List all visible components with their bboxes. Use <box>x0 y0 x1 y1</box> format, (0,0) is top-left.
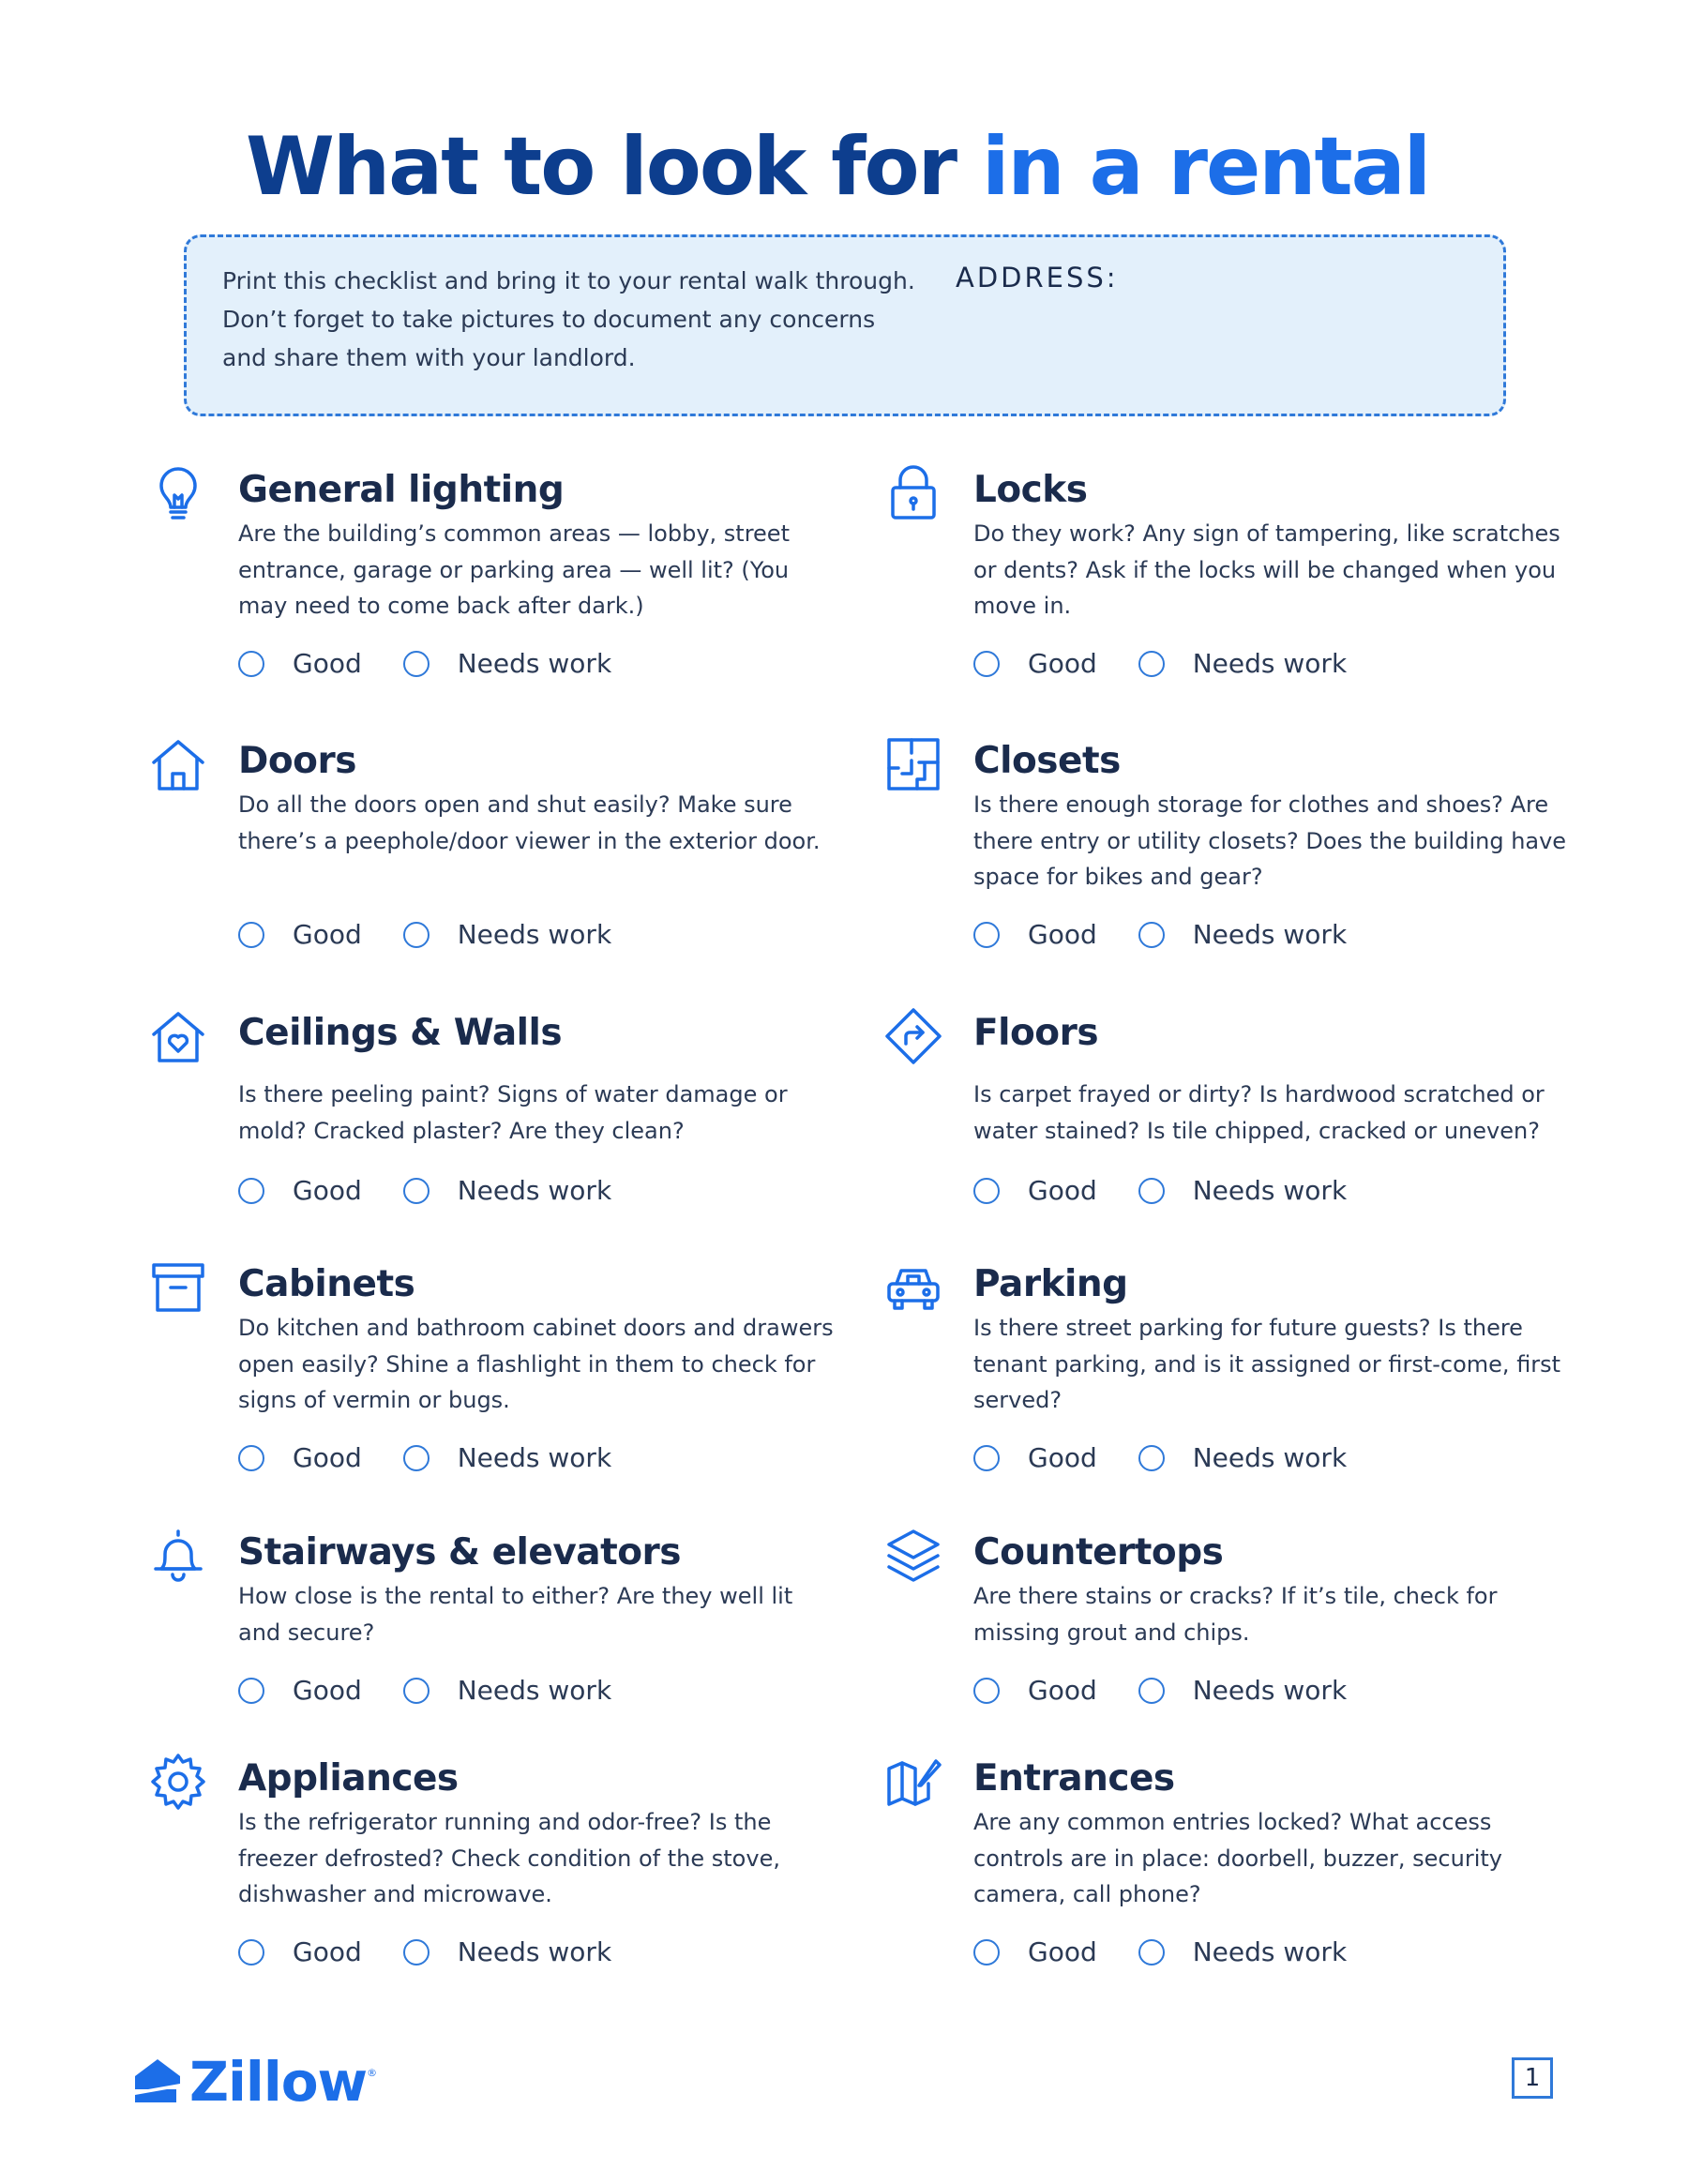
cabinet-box-icon <box>148 1258 208 1318</box>
checklist-item-cabinets <box>238 1259 895 1473</box>
item-description: Is there street parking for future guests? Is there tenant parking, and is it assigned or first-come, first served? <box>973 1315 1561 1413</box>
checklist-item-general-lighting <box>238 465 895 679</box>
good-option[interactable] <box>973 1175 1097 1206</box>
good-option[interactable] <box>238 1442 362 1473</box>
needs-work-option[interactable] <box>403 919 611 950</box>
page-title <box>246 111 1429 223</box>
good-option[interactable] <box>238 1936 362 1967</box>
good-label: Good <box>293 919 362 950</box>
good-radio[interactable] <box>238 651 264 677</box>
good-radio[interactable] <box>973 1445 1000 1471</box>
needs-work-label: Needs work <box>1192 648 1348 679</box>
good-label: Good <box>1028 1675 1097 1706</box>
good-option[interactable] <box>238 919 362 950</box>
good-radio[interactable] <box>238 1678 264 1704</box>
good-label: Good <box>293 1675 362 1706</box>
good-label: Good <box>1028 1936 1097 1967</box>
good-label: Good <box>293 1936 362 1967</box>
needs-work-option[interactable] <box>1138 919 1347 950</box>
needs-work-radio[interactable] <box>1138 1678 1165 1704</box>
good-option[interactable] <box>238 1675 362 1706</box>
needs-work-label: Needs work <box>1192 1936 1348 1967</box>
item-description: Is there enough storage for clothes and shoes? Are there entry or utility closets? Does the building have space for bikes and gear? <box>973 791 1567 890</box>
floorplan-icon <box>883 734 943 794</box>
good-option[interactable] <box>238 1175 362 1206</box>
car-icon <box>883 1258 943 1318</box>
house-icon <box>148 734 208 794</box>
logo-registered-mark: ® <box>367 2067 378 2079</box>
needs-work-option[interactable] <box>1138 1936 1347 1967</box>
needs-work-radio[interactable] <box>1138 1939 1165 1966</box>
needs-work-label: Needs work <box>457 1675 612 1706</box>
good-radio[interactable] <box>238 1178 264 1204</box>
needs-work-label: Needs work <box>457 1442 612 1473</box>
lock-icon <box>883 463 943 523</box>
item-description: Is carpet frayed or dirty? Is hardwood scratched or water stained? Is tile chipped, cracked or uneven? <box>973 1081 1545 1144</box>
needs-work-option[interactable] <box>403 1442 611 1473</box>
title-main: What to look for <box>246 120 956 214</box>
needs-work-label: Needs work <box>1192 1675 1348 1706</box>
needs-work-label: Needs work <box>457 919 612 950</box>
item-title: Locks <box>973 469 1088 511</box>
item-title: General lighting <box>238 469 565 511</box>
good-option[interactable] <box>973 1936 1097 1967</box>
checklist-item-appliances <box>238 1754 895 1967</box>
item-title: Cabinets <box>238 1263 415 1305</box>
good-label: Good <box>293 1175 362 1206</box>
needs-work-radio[interactable] <box>1138 1445 1165 1471</box>
needs-work-label: Needs work <box>457 1936 612 1967</box>
needs-work-option[interactable] <box>1138 648 1347 679</box>
intro-text: Print this checklist and bring it to your rental walk through. Don’t forget to take pictures to document any concerns and share them with your landlord. <box>222 267 915 371</box>
needs-work-radio[interactable] <box>403 651 430 677</box>
item-description: Do they work? Any sign of tampering, like scratches or dents? Ask if the locks will be changed when you move in. <box>973 520 1560 619</box>
needs-work-label: Needs work <box>1192 1442 1348 1473</box>
checklist-item-floors <box>973 1008 1630 1206</box>
needs-work-radio[interactable] <box>403 1178 430 1204</box>
good-radio[interactable] <box>238 922 264 948</box>
checklist-item-doors <box>238 736 895 950</box>
needs-work-radio[interactable] <box>403 1678 430 1704</box>
good-option[interactable] <box>973 1675 1097 1706</box>
page-number: 1 <box>1512 2057 1553 2099</box>
item-description: Do kitchen and bathroom cabinet doors and drawers open easily? Shine a flashlight in them to check for signs of vermin or bugs. <box>238 1315 834 1413</box>
needs-work-option[interactable] <box>403 1675 611 1706</box>
good-option[interactable] <box>973 919 1097 950</box>
house-heart-icon <box>148 1006 208 1066</box>
good-radio[interactable] <box>973 651 1000 677</box>
layers-icon <box>883 1526 943 1586</box>
good-radio[interactable] <box>238 1939 264 1966</box>
good-label: Good <box>1028 1442 1097 1473</box>
good-label: Good <box>293 1442 362 1473</box>
good-option[interactable] <box>973 1442 1097 1473</box>
item-title: Entrances <box>973 1757 1175 1800</box>
checklist-item-stairways-elevators <box>238 1528 895 1706</box>
needs-work-option[interactable] <box>1138 1675 1347 1706</box>
needs-work-label: Needs work <box>457 1175 612 1206</box>
checklist-item-closets <box>973 736 1630 950</box>
good-radio[interactable] <box>973 1939 1000 1966</box>
needs-work-radio[interactable] <box>403 1445 430 1471</box>
checklist-item-countertops <box>973 1528 1630 1706</box>
direction-sign-icon <box>883 1006 943 1066</box>
item-description: Are the building’s common areas — lobby, street entrance, garage or parking area — well lit? (You may need to come back after dark.) <box>238 520 790 619</box>
item-title: Parking <box>973 1263 1128 1305</box>
bell-icon <box>148 1526 208 1586</box>
item-title: Ceilings & Walls <box>238 1012 563 1054</box>
item-description: Is the refrigerator running and odor-free? Is the freezer defrosted? Check condition of the stove, dishwasher and microwave. <box>238 1809 780 1907</box>
good-radio[interactable] <box>973 922 1000 948</box>
needs-work-label: Needs work <box>1192 919 1348 950</box>
needs-work-label: Needs work <box>1192 1175 1348 1206</box>
good-label: Good <box>1028 919 1097 950</box>
address-label: ADDRESS: <box>956 262 1119 294</box>
logo-text: Zillow <box>189 2050 368 2114</box>
item-title: Stairways & elevators <box>238 1531 681 1574</box>
good-label: Good <box>293 648 362 679</box>
needs-work-option[interactable] <box>403 648 611 679</box>
zillow-logo <box>131 2050 377 2114</box>
checklist-item-parking <box>973 1259 1630 1473</box>
item-description: Are there stains or cracks? If it’s tile, check for missing grout and chips. <box>973 1583 1498 1646</box>
needs-work-radio[interactable] <box>1138 1178 1165 1204</box>
item-title: Appliances <box>238 1757 459 1800</box>
item-title: Floors <box>973 1012 1099 1054</box>
good-option[interactable] <box>973 648 1097 679</box>
good-label: Good <box>1028 648 1097 679</box>
item-title: Doors <box>238 740 356 782</box>
needs-work-option[interactable] <box>1138 1442 1347 1473</box>
map-pen-icon <box>883 1752 943 1812</box>
item-description: Is there peeling paint? Signs of water damage or mold? Cracked plaster? Are they clean? <box>238 1081 788 1144</box>
good-radio[interactable] <box>238 1445 264 1471</box>
good-option[interactable] <box>238 648 362 679</box>
checklist-item-entrances <box>973 1754 1630 1967</box>
lightbulb-icon <box>148 463 208 523</box>
good-radio[interactable] <box>973 1678 1000 1704</box>
item-title: Closets <box>973 740 1121 782</box>
item-description: How close is the rental to either? Are they well lit and secure? <box>238 1583 793 1646</box>
needs-work-radio[interactable] <box>403 922 430 948</box>
checklist-item-locks <box>973 465 1630 679</box>
needs-work-option[interactable] <box>1138 1175 1347 1206</box>
title-accent: in a rental <box>981 120 1430 214</box>
good-label: Good <box>1028 1175 1097 1206</box>
needs-work-label: Needs work <box>457 648 612 679</box>
needs-work-radio[interactable] <box>1138 922 1165 948</box>
gear-icon <box>148 1752 208 1812</box>
needs-work-option[interactable] <box>403 1175 611 1206</box>
good-radio[interactable] <box>973 1178 1000 1204</box>
needs-work-radio[interactable] <box>1138 651 1165 677</box>
zillow-mark-icon <box>131 2056 184 2108</box>
item-description: Do all the doors open and shut easily? Make sure there’s a peephole/door viewer in the exterior door. <box>238 791 821 854</box>
needs-work-radio[interactable] <box>403 1939 430 1966</box>
item-title: Countertops <box>973 1531 1224 1574</box>
needs-work-option[interactable] <box>403 1936 611 1967</box>
checklist-item-ceilings-walls <box>238 1008 895 1206</box>
intro-box <box>184 234 1506 416</box>
item-description: Are any common entries locked? What access controls are in place: doorbell, buzzer, security camera, call phone? <box>973 1809 1502 1907</box>
